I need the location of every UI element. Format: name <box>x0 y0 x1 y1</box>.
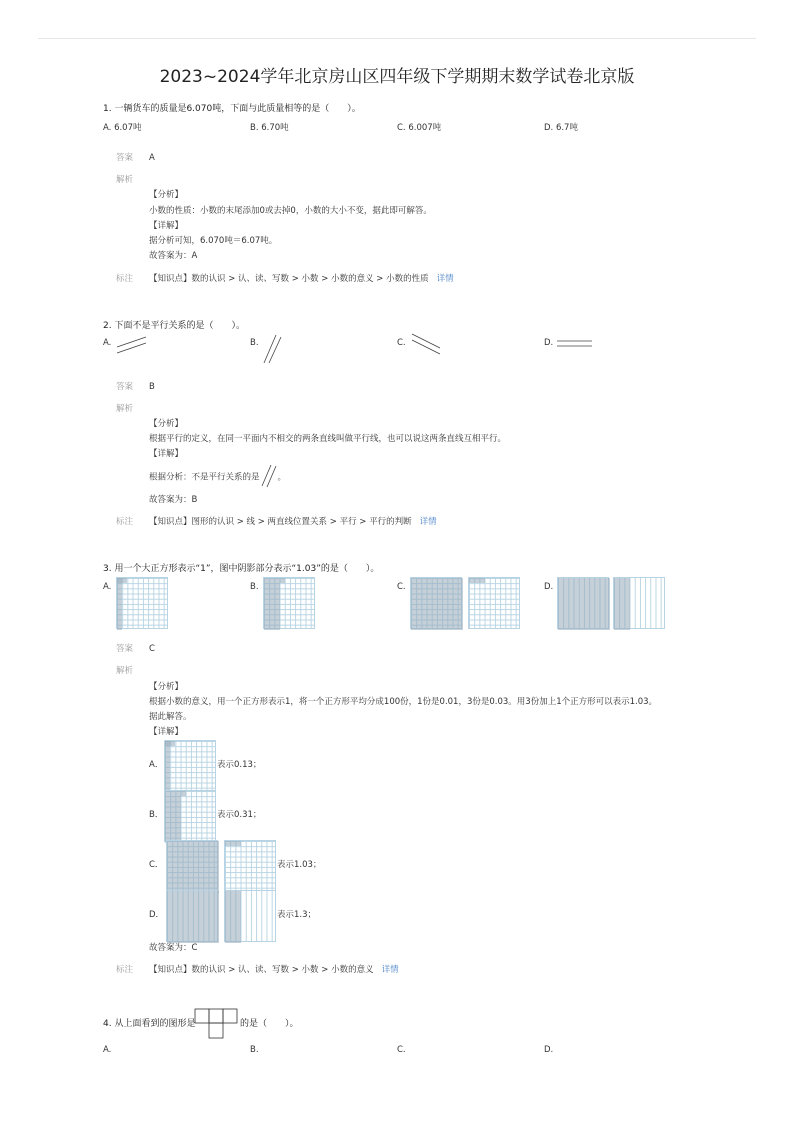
q1-analysis-line: 故答案为：A <box>149 251 198 261</box>
q1-answer-label: 答案 <box>116 153 134 163</box>
q1-option-a: A. 6.07吨 <box>103 123 142 133</box>
q1-knowledge-tag: 【知识点】数的认识 > 认、读、写数 > 小数 > 小数的意义 > 小数的性质 详情 <box>149 274 454 284</box>
q3-analysis-line: 据此解答。 <box>149 712 192 722</box>
q3-detail-d-text: 表示1.3； <box>277 910 317 920</box>
q3-option-c-grid-2 <box>468 577 520 629</box>
q3-detail-d-label: D． <box>149 910 165 920</box>
q3-tag-label: 标注 <box>116 965 134 975</box>
q2-option-a-lines <box>116 333 148 355</box>
q3-detail-b-grid <box>164 790 216 842</box>
question-1-stem: 1. 一辆货车的质量是6.070吨，下面与此质量相等的是（ ）。 <box>103 104 361 114</box>
q4-option-d: D. <box>544 1045 554 1055</box>
q3-analysis-line: 根据小数的意义，用一个正方形表示1，将一个正方形平均分成100份，1份是0.01，3份是0.03。用3份加上1个正方形可以表示1.03。 <box>149 697 658 707</box>
q2-analysis-label: 解析 <box>116 404 134 414</box>
q3-answer-label: 答案 <box>116 644 134 654</box>
q3-option-d-grid-1 <box>557 577 609 629</box>
q1-option-b: B. 6.70吨 <box>250 123 289 133</box>
q1-option-d: D. 6.7吨 <box>544 123 578 133</box>
q2-option-c-lines <box>410 332 442 358</box>
page-title: 2023~2024学年北京房山区四年级下学期期末数学试卷北京版 <box>159 67 635 87</box>
q3-detail-c-label: C． <box>149 860 164 870</box>
q3-detail-b-text: 表示0.31； <box>217 810 262 820</box>
q3-detail-a-text: 表示0.13； <box>217 760 262 770</box>
q3-option-b: B. <box>250 582 259 592</box>
q3-analysis-line: 故答案为：C <box>149 943 198 953</box>
q3-detail-c-grid-1 <box>166 840 218 892</box>
q2-analysis-line: 根据平行的定义，在同一平面内不相交的两条直线叫做平行线，也可以说这两条直线互相平行。 <box>149 434 507 444</box>
q1-analysis-line: 小数的性质：小数的末尾添加0或去掉0，小数的大小不变，据此即可解答。 <box>149 206 432 216</box>
q3-answer-value: C <box>149 644 155 654</box>
question-4-stem-before: 4. 从上面看到的图形是 <box>103 1019 196 1029</box>
q2-knowledge-tag: 【知识点】图形的认识 > 线 > 两直线位置关系 > 平行 > 平行的判断 详情 <box>149 517 437 527</box>
q1-analysis-label: 解析 <box>116 175 134 185</box>
q2-answer-value: B <box>149 382 155 392</box>
q3-knowledge-tag: 【知识点】数的认识 > 认、读、写数 > 小数 > 小数的意义 详情 <box>149 965 399 975</box>
q2-analysis-line: 故答案为：B <box>149 495 198 505</box>
q2-answer-figure <box>260 464 278 488</box>
q1-tag-label: 标注 <box>116 274 134 284</box>
q3-detail-d-grid-1 <box>166 890 218 942</box>
q3-detail-c-text: 表示1.03； <box>277 860 322 870</box>
q4-option-c: C. <box>397 1045 406 1055</box>
q2-option-b-lines <box>262 333 284 365</box>
q3-analysis-label: 解析 <box>116 666 134 676</box>
q3-option-a-grid <box>116 577 168 629</box>
question-4-stem-after: 的是（ ）。 <box>240 1019 299 1029</box>
q4-top-view-figure <box>194 1008 240 1040</box>
top-divider <box>38 38 756 39</box>
q3-option-d: D. <box>544 582 554 592</box>
q3-detail-d-grid-2 <box>224 890 276 942</box>
q2-tag-label: 标注 <box>116 517 134 527</box>
q2-option-c: C. <box>397 338 406 348</box>
q1-option-c: C. 6.007吨 <box>397 123 442 133</box>
question-2-stem: 2. 下面不是平行关系的是（ ）。 <box>103 321 245 331</box>
q3-option-b-grid <box>263 577 315 629</box>
q2-analysis-line: 【分析】 <box>149 419 184 429</box>
q3-analysis-line: 【详解】 <box>149 727 184 737</box>
q3-detail-b-label: B． <box>149 810 164 820</box>
q1-analysis-line: 【分析】 <box>149 190 184 200</box>
q3-option-d-grid-2 <box>613 577 665 629</box>
q2-analysis-line: 【详解】 <box>149 449 184 459</box>
q3-option-c-grid-1 <box>410 577 462 629</box>
q3-detail-link[interactable]: 详情 <box>381 965 399 975</box>
q1-answer-value: A <box>149 153 155 163</box>
q2-option-a: A. <box>103 338 112 348</box>
q3-option-c: C. <box>397 582 406 592</box>
q1-detail-link[interactable]: 详情 <box>436 274 454 284</box>
q3-option-a: A. <box>103 582 112 592</box>
q2-option-d: D. <box>544 338 554 348</box>
q2-answer-label: 答案 <box>116 382 134 392</box>
q2-option-b: B. <box>250 338 259 348</box>
q4-option-b: B. <box>250 1045 259 1055</box>
q3-detail-a-grid <box>164 740 216 792</box>
q1-analysis-line: 【详解】 <box>149 221 184 231</box>
q3-detail-a-label: A． <box>149 760 164 770</box>
q3-detail-c-grid-2 <box>224 840 276 892</box>
q2-analysis-line: 根据分析：不是平行关系的是 。 <box>149 472 286 484</box>
q2-detail-link[interactable]: 详情 <box>419 517 437 527</box>
q1-analysis-line: 据分析可知，6.070吨＝6.07吨。 <box>149 236 278 246</box>
q2-option-d-lines <box>556 338 594 350</box>
q4-option-a: A. <box>103 1045 112 1055</box>
question-3-stem: 3. 用一个大正方形表示“1”，图中阴影部分表示“1.03”的是（ ）。 <box>103 564 380 574</box>
q3-analysis-line: 【分析】 <box>149 682 184 692</box>
